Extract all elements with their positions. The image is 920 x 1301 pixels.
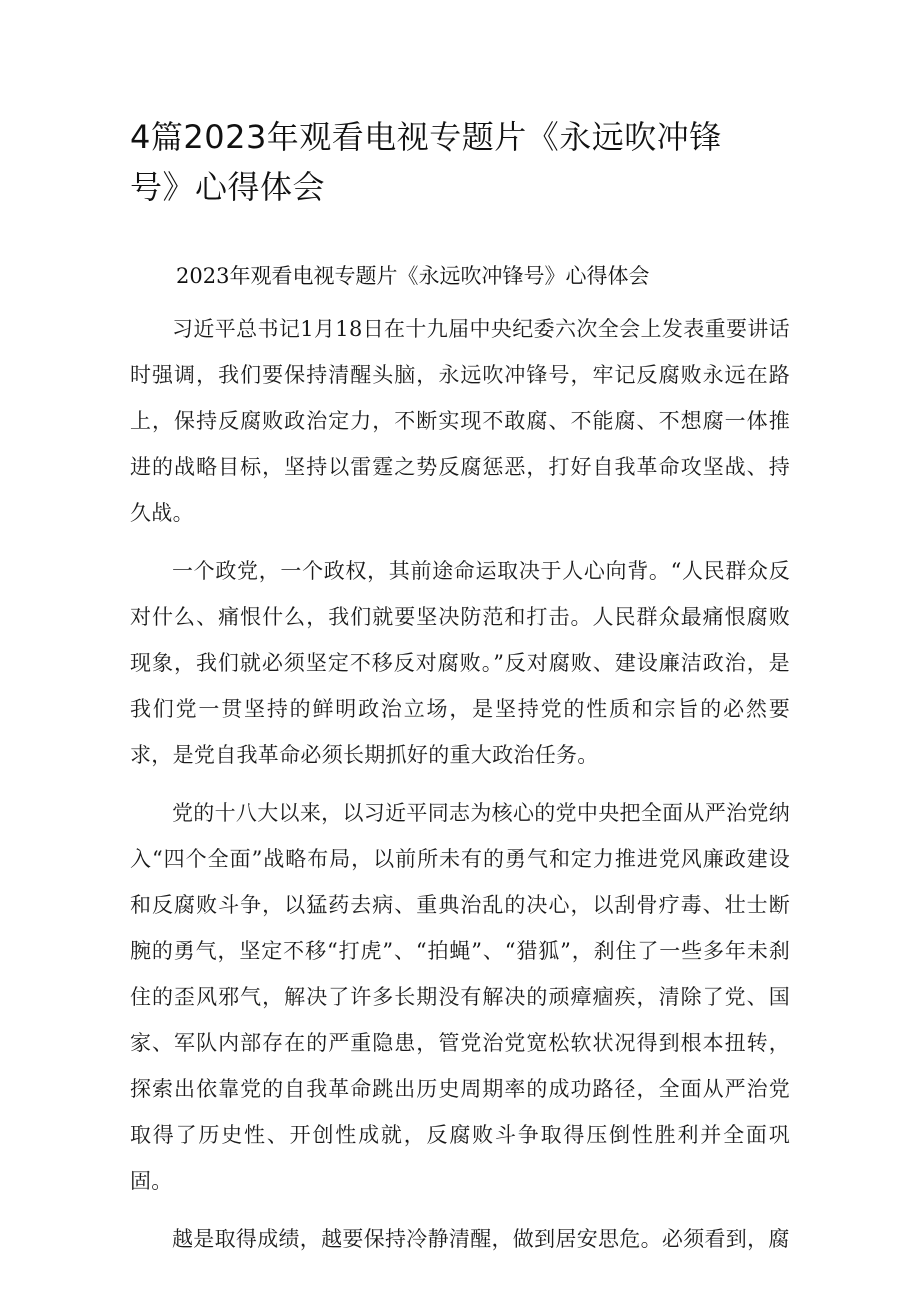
paragraph-4: 越是取得成绩，越要保持冷静清醒，做到居安思危。必须看到，腐 <box>172 1227 790 1251</box>
document-body <box>130 306 790 1274</box>
paragraph-1: 习近平总书记1月18日在十九届中央纪委六次全会上发表重要讲话时强调，我们要保持清醒头脑，永远吹冲锋号，牢记反腐败永远在路上，保持反腐败政治定力，不断实现不敢腐、不能腐、不想腐一体推进的战略目标，坚持以雷霆之势反腐惩恶，打好自我革命攻坚战、持久战。 <box>130 317 790 525</box>
document-subtitle: 2023年观看电视专题片《永远吹冲锋号》心得体会 <box>176 264 650 288</box>
paragraph-3: 党的十八大以来，以习近平同志为核心的党中央把全面从严治党纳入“四个全面”战略布局，以前所未有的勇气和定力推进党风廉政建设和反腐败斗争，以猛药去病、重典治乱的决心，以刮骨疗毒、壮士断腕的勇气，坚定不移“打虎”、“拍蝇”、“猎狐”，刹住了一些多年未刹住的歪风邪气，解决了许多长期没有解决的顽瘴痼疾，清除了党、国家、军队内部存在的严重隐患，管党治党宽松软状况得到根本扭转，探索出依靠党的自我革命跳出历史周期率的成功路径，全面从严治党取得了历史性、开创性成就，反腐败斗争取得压倒性胜利并全面巩固。 <box>130 801 790 1193</box>
document-title: 4篇2023年观看电视专题片《永远吹冲锋号》心得体会 <box>130 118 722 206</box>
paragraph-2: 一个政党，一个政权，其前途命运取决于人心向背。“人民群众反对什么、痛恨什么，我们就要坚决防范和打击。人民群众最痛恨腐败现象，我们就必须坚定不移反对腐败。”反对腐败、建设廉洁政治，是我们党一贯坚持的鲜明政治立场，是坚持党的性质和宗旨的必然要求，是党自我革命必须长期抓好的重大政治任务。 <box>130 559 790 767</box>
